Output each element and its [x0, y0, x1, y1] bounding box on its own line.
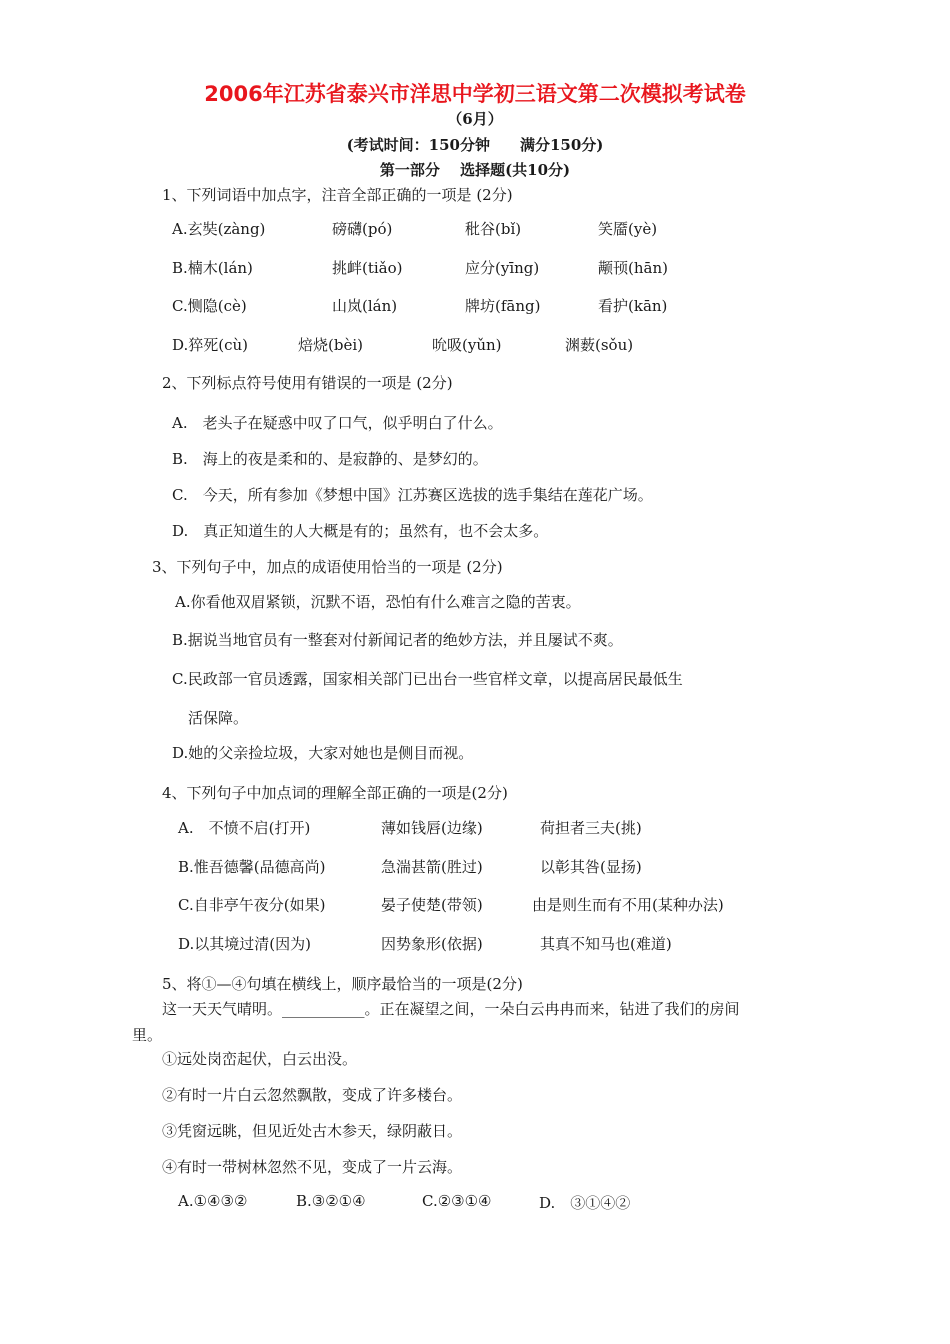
q3-option-c: C.民政部一官员透露，国家相关部门已出台一些官样文章，以提高居民最低生 — [172, 670, 683, 688]
q4-b-item: 急湍甚箭(胜过) — [381, 858, 483, 876]
q3-option-b: B.据说当地官员有一整套对付新闻记者的绝妙方法，并且屡试不爽。 — [172, 631, 623, 649]
part1-heading: 第一部分 选择题(共10分) — [379, 161, 571, 179]
q2-option-d: D. 真正知道生的人大概是有的；虽然有，也不会太多。 — [172, 522, 549, 540]
q3-option-a: A.你看他双眉紧锁，沉默不语，恐怕有什么难言之隐的苦衷。 — [175, 593, 581, 611]
q4-d-item: 因势象形(依据) — [381, 935, 483, 953]
q4-c-item: 晏子使楚(带领) — [381, 896, 483, 914]
q3-option-c-cont: 活保障。 — [188, 709, 249, 727]
q5-sentence-4: ④有时一带树林忽然不见，变成了一片云海。 — [162, 1158, 463, 1176]
q3-stem: 3、下列句子中，加点的成语使用恰当的一项是 (2分) — [152, 558, 503, 576]
q1-d-item: 焙烧(bèi) — [298, 336, 363, 354]
q1-b-item: B.楠木(lán) — [172, 259, 253, 277]
month: （6月） — [447, 110, 503, 128]
q1-b-item: 颟顸(hān) — [598, 259, 668, 277]
q4-b-item: 以彰其咎(显扬) — [540, 858, 642, 876]
q1-b-item: 挑衅(tiǎo) — [332, 259, 403, 277]
q2-option-a: A. 老头子在疑惑中叹了口气，似乎明白了什么。 — [172, 414, 503, 432]
q5-passage-cont: 里。 — [132, 1026, 163, 1044]
q4-d-item: D.以其境过清(因为) — [178, 935, 311, 953]
q5-option: C.②③①④ — [422, 1192, 492, 1210]
q5-passage: 这一天天气晴明。___________。正在凝望之间，一朵白云冉冉而来，钻进了我们的房间 — [162, 1000, 740, 1018]
q5-stem: 5、将①—④句填在横线上，顺序最恰当的一项是(2分) — [162, 975, 523, 993]
q2-option-c: C. 今天，所有参加《梦想中国》江苏赛区选拔的选手集结在莲花广场。 — [172, 486, 653, 504]
q5-option: B.③②①④ — [296, 1192, 366, 1210]
q5-option: D. ③①④② — [539, 1194, 631, 1212]
exam-info: (考试时间：150分钟 满分150分) — [346, 136, 604, 154]
q5-sentence-1: ①远处岗峦起伏，白云出没。 — [162, 1050, 358, 1068]
q5-option: A.①④③② — [178, 1192, 248, 1210]
q4-b-item: B.惟吾德馨(品德高尚) — [178, 858, 326, 876]
q4-stem: 4、下列句子中加点词的理解全部正确的一项是(2分) — [162, 784, 508, 802]
q1-a-item: 秕谷(bǐ) — [465, 220, 522, 238]
q1-a-item: 笑靥(yè) — [598, 220, 658, 238]
q1-stem: 1、下列词语中加点字，注音全部正确的一项是 (2分) — [162, 186, 513, 204]
q4-d-item: 其真不知马也(难道) — [540, 935, 672, 953]
q1-c-item: C.恻隐(cè) — [172, 297, 247, 315]
q1-d-item: 吮吸(yǔn) — [432, 336, 502, 354]
q5-sentence-3: ③凭窗远眺，但见近处古木参天，绿阴蔽日。 — [162, 1122, 463, 1140]
doc-title: 2006年江苏省泰兴市洋思中学初三语文第二次模拟考试卷 — [204, 82, 746, 106]
q1-d-item: 渊薮(sǒu) — [565, 336, 634, 354]
q1-c-item: 牌坊(fāng) — [465, 297, 541, 315]
q2-option-b: B. 海上的夜是柔和的、是寂静的、是梦幻的。 — [172, 450, 488, 468]
q4-a-item: 薄如钱唇(边缘) — [381, 819, 483, 837]
q1-a-item: A.玄奘(zàng) — [172, 220, 266, 238]
q4-a-item: A. 不愤不启(打开) — [178, 819, 311, 837]
q1-b-item: 应分(yīng) — [465, 259, 540, 277]
q5-sentence-2: ②有时一片白云忽然飘散，变成了许多楼台。 — [162, 1086, 463, 1104]
q1-d-item: D.猝死(cù) — [172, 336, 249, 354]
q4-c-item: C.自非亭午夜分(如果) — [178, 896, 326, 914]
q1-c-item: 山岚(lán) — [332, 297, 398, 315]
q1-c-item: 看护(kān) — [598, 297, 668, 315]
q1-a-item: 磅礴(pó) — [332, 220, 393, 238]
q3-option-d: D.她的父亲捡垃圾，大家对她也是侧目而视。 — [172, 744, 474, 762]
q4-c-item: 由是则生而有不用(某种办法) — [532, 896, 724, 914]
q2-stem: 2、下列标点符号使用有错误的一项是 (2分) — [162, 374, 453, 392]
q4-a-item: 荷担者三夫(挑) — [540, 819, 642, 837]
